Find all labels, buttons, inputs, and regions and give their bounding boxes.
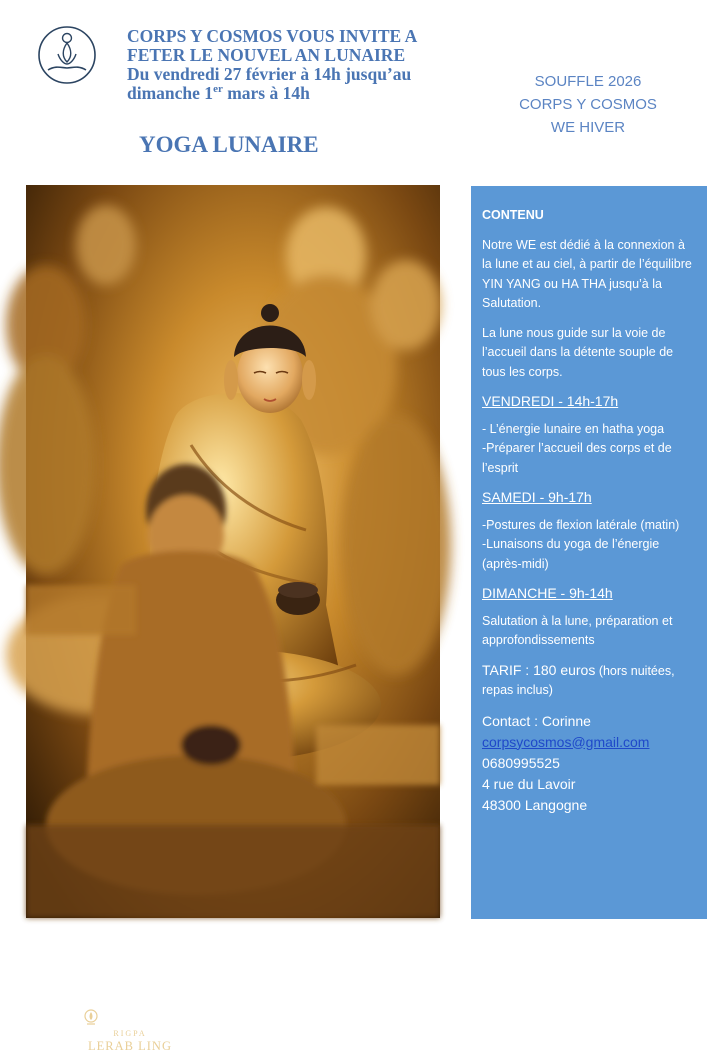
tarif-price: TARIF : 180 euros [482, 661, 596, 678]
corps-y-cosmos-logo [36, 24, 98, 86]
panel-heading: CONTENU [482, 208, 544, 222]
page-title: YOGA LUNAIRE [139, 132, 319, 157]
rigpa-emblem-icon [84, 1009, 98, 1027]
tarif-text [482, 661, 697, 701]
intro-text-2: La lune nous guide sur la voie de l’accueil dans la détente souple de tous les corps. [482, 325, 674, 379]
section-line: -Postures de flexion latérale (matin) [482, 517, 680, 532]
event-info [500, 70, 676, 139]
section-line: -Préparer l’accueil des corps et de l’esprit [482, 441, 672, 475]
section-line: - L’énergie lunaire en hatha yoga [482, 421, 665, 436]
contact-block [482, 711, 697, 816]
buddha-statues-photo [26, 185, 440, 1053]
section-title-dimanche: DIMANCHE - 9h-14h [482, 585, 613, 601]
content-panel [471, 186, 707, 919]
section-line: Salutation à la lune, préparation et approfondissements [482, 613, 673, 647]
event-info-line-3: WE HIVER [550, 119, 626, 136]
headline-line-2: FETER LE NOUVEL AN LUNAIRE [127, 45, 406, 65]
headline-line-3: Du vendredi 27 février à 14h jusqu’au [127, 64, 412, 84]
event-headline [127, 27, 457, 103]
rigpa-lerab-ling-logo [84, 1009, 176, 1054]
brand-small-text: RIGPA [113, 1029, 147, 1038]
contact-label: Contact : Corinne [482, 712, 591, 729]
brand-big-text: LERAB LING [88, 1039, 172, 1053]
address-line-1: 4 rue du Lavoir [482, 775, 576, 792]
headline-line-4: dimanche 1er mars à 14h [127, 83, 310, 103]
tarif-note: (hors nuitées, repas inclus) [482, 663, 675, 697]
address-line-2: 48300 Langogne [482, 796, 588, 813]
headline-line-1: CORPS Y COSMOS VOUS INVITE A [127, 26, 418, 46]
event-info-line-1: SOUFFLE 2026 [534, 73, 642, 90]
section-line: -Lunaisons du yoga de l’énergie (après-midi) [482, 537, 660, 571]
phone-number: 0680995525 [482, 754, 560, 771]
section-title-samedi: SAMEDI - 9h-17h [482, 489, 592, 505]
event-info-line-2: CORPS Y COSMOS [519, 96, 657, 113]
email-link[interactable]: corpsycosmos@gmail.com [482, 733, 650, 750]
section-title-vendredi: VENDREDI - 14h-17h [482, 393, 619, 409]
intro-text: Notre WE est dédié à la connexion à la lune et au ciel, à partir de l’équilibre YIN YANG ou HA THA jusqu’à la Salutation. [482, 237, 692, 310]
